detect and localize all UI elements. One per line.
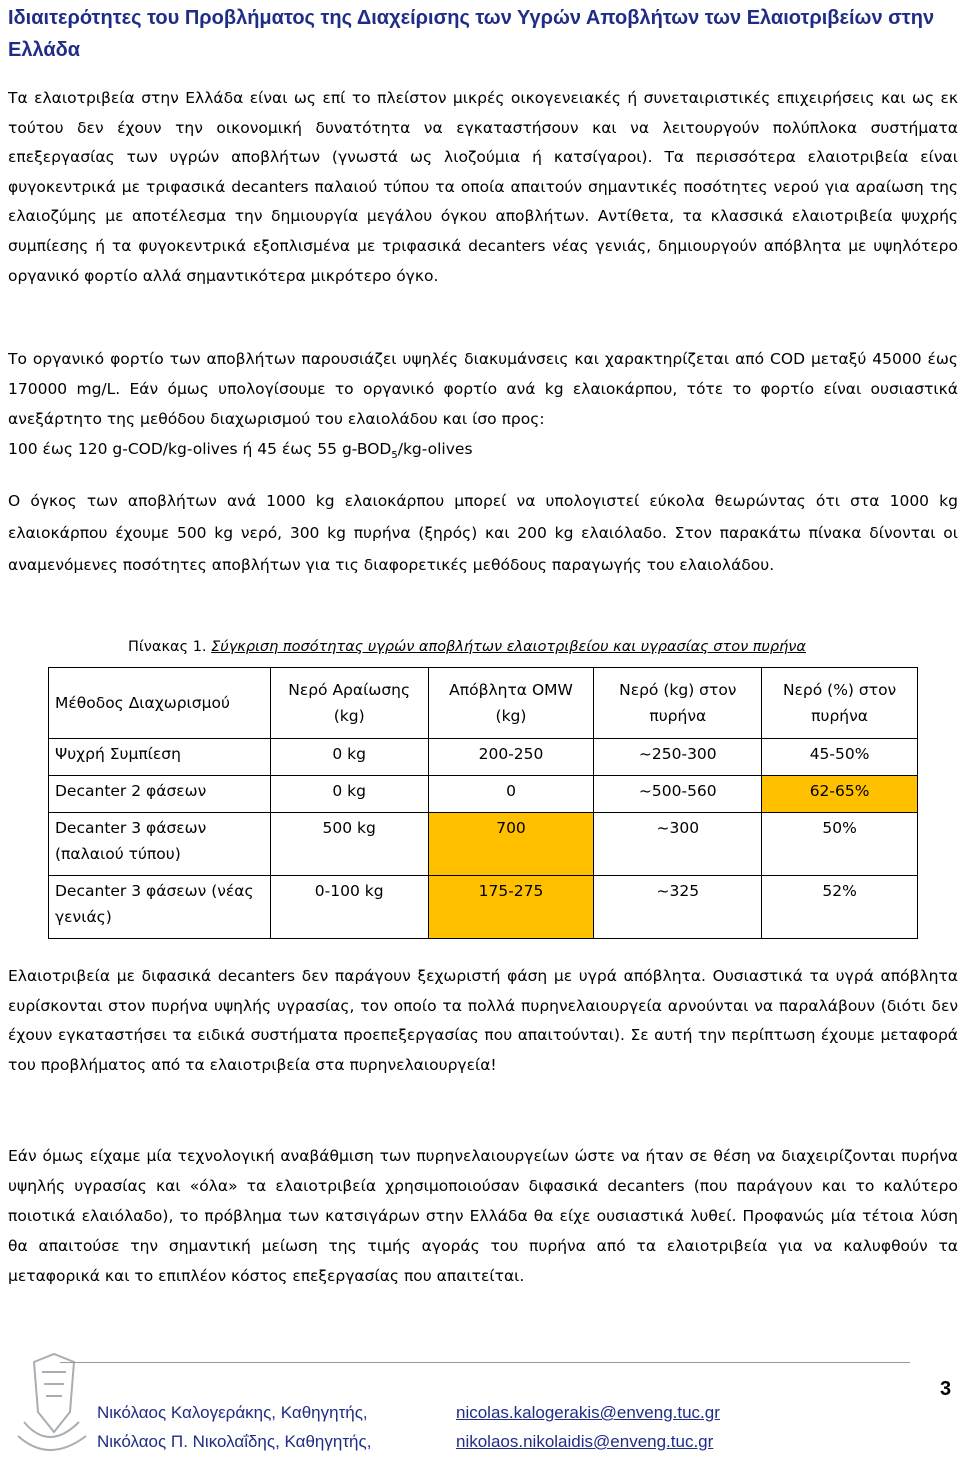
table-cell: 0 kg — [270, 776, 428, 813]
table-row — [49, 776, 918, 813]
table-row — [49, 813, 918, 876]
footer-author-1: Νικόλαος Καλογεράκης, Καθηγητής, — [97, 1403, 368, 1422]
table-row — [49, 876, 918, 939]
footer-authors — [97, 1398, 371, 1456]
table-header-cell: Μέθοδος Διαχωρισμού — [49, 668, 271, 739]
paragraph-two-phase: Ελαιοτριβεία με διφασικά decanters δεν παράγουν ξεχωριστή φάση με υγρά απόβλητα. Ουσιαστικά τα υγρά απόβλητα ευρίσκονται στον πυρήνα υψηλής υγρασίας, τον οποίο τα πολλά πυρηνελαιουργεία αρνούνται να παραλάβουν (διότι δεν έχουν εγκαταστήσει τα ειδικά συστήματα προεπεξεργασίας που απαιτούνται). Σε αυτή την περίπτωση έχουμε μεταφορά του προβλήματος από τα ελαιοτριβεία στα πυρηνελαιουργεία! — [8, 967, 958, 1074]
table-cell: 45-50% — [762, 739, 918, 776]
table-header-cell: Νερό (kg) στον πυρήνα — [594, 668, 762, 739]
table-cell-highlighted: 700 — [428, 813, 594, 876]
table-cell: 0 kg — [270, 739, 428, 776]
page-number: 3 — [940, 1378, 952, 1400]
table-cell: Decanter 3 φάσεων (παλαιού τύπου) — [49, 813, 271, 876]
table-cell: ~325 — [594, 876, 762, 939]
table-cell: 52% — [762, 876, 918, 939]
table-cell: 500 kg — [270, 813, 428, 876]
table-cell: ~250-300 — [594, 739, 762, 776]
paragraph-organic-load — [8, 344, 958, 471]
table-cell: Ψυχρή Συμπίεση — [49, 739, 271, 776]
table-cell: 0-100 kg — [270, 876, 428, 939]
university-logo-icon — [4, 1352, 94, 1460]
email-link-2[interactable]: nikolaos.nikolaidis@enveng.tuc.gr — [456, 1432, 714, 1451]
table-cell: ~300 — [594, 813, 762, 876]
table-cell: 200-250 — [428, 739, 594, 776]
paragraph-solution: Εάν όμως είχαμε μία τεχνολογική αναβάθμιση των πυρηνελαιουργείων ώστε να ήταν σε θέση να διαχειρίζονται πυρήνα υψηλής υγρασίας και «όλα» τα ελαιοτριβεία χρησιμοποιούσαν διφασικά decanters (που παράγουν και το καλύτερο ποιοτικά ελαιόλαδο), το πρόβλημα των κατσιγάρων στην Ελλάδα θα είχε ουσιαστικά λυθεί. Προφανώς μία τέτοια λύση θα απαιτούσε την σημαντική μείωση της τιμής αγοράς του πυρήνα από τα ελαιοτριβεία για να καλυφθούν τα μεταφορικά και το επιπλέον κόστος επεξεργασίας που απαιτείται. — [8, 1147, 958, 1285]
table-cell: ~500-560 — [594, 776, 762, 813]
footer-author-2: Νικόλαος Π. Νικολαΐδης, Καθηγητής, — [97, 1432, 372, 1451]
table-cell-highlighted: 62-65% — [762, 776, 918, 813]
table-header-cell: Νερό Αραίωσης (kg) — [270, 668, 428, 739]
organic-load-text: Το οργανικό φορτίο των αποβλήτων παρουσιάζει υψηλές διακυμάνσεις και χαρακτηρίζεται από COD μεταξύ 45000 έως 170000 mg/L. Εάν όμως υπολογίσουμε το οργανικό φορτίο ανά kg ελαιοκάρπου, τότε το φορτίο είναι ουσιαστικά ανεξάρτητο της μεθόδου διαχωρισμού του ελαιολάδου και ίσο προς: — [8, 350, 958, 428]
paragraph-intro: Τα ελαιοτριβεία στην Ελλάδα είναι ως επί το πλείστον μικρές οικογενειακές ή συνεταιριστικές επιχειρήσεις και ως εκ τούτου δεν έχουν την οικονομική δυνατότητα να εγκαταστήσουν και να λειτουργούν πολύπλοκα συστήματα επεξεργασίας των υγρών αποβλήτων (γνωστά ως λιοζούμια ή κατσίγαροι). Τα περισσότερα ελαιοτριβεία είναι φυγοκεντρικά με τριφασικά decanters παλαιού τύπου τα οποία απαιτούν σημαντικές ποσότητες νερού για αραίωση της ελαιοζύμης με αποτέλεσμα την δημιουργία μεγάλου όγκου αποβλήτων. Αντίθετα, τα κλασσικά ελαιοτριβεία ψυχρής συμπίεσης ή τα φυγοκεντρικά εξοπλισμένα με τριφασικά decanters νέας γενιάς, δημιουργούν απόβλητα με υψηλότερο οργανικό φορτίο αλλά σημαντικότερα μικρότερο όγκο. — [8, 89, 958, 285]
table-header-cell: Απόβλητα OMW (kg) — [428, 668, 594, 739]
table-cell: Decanter 2 φάσεων — [49, 776, 271, 813]
footer-emails — [456, 1398, 720, 1456]
email-link-1[interactable]: nicolas.kalogerakis@enveng.tuc.gr — [456, 1403, 720, 1422]
table-caption — [128, 636, 806, 658]
table-caption-label: Πίνακας 1. — [128, 639, 207, 655]
paragraph-volume: Ο όγκος των αποβλήτων ανά 1000 kg ελαιοκάρπου μπορεί να υπολογιστεί εύκολα θεωρώντας ότι στα 1000 kg ελαιοκάρπου έχουμε 500 kg νερό, 300 kg πυρήνα (ξηρός) και 200 kg ελαιόλαδο. Στον παρακάτω πίνακα δίνονται οι αναμενόμενες ποσότητες αποβλήτων για τις διαφορετικές μεθόδους παραγωγής του ελαιολάδου. — [8, 492, 958, 574]
table-cell: 0 — [428, 776, 594, 813]
table-cell-highlighted: 175-275 — [428, 876, 594, 939]
organic-load-formula: 100 έως 120 g-COD/kg-olives ή 45 έως 55 $g-BOD_5/kg$-olives — [8, 440, 473, 462]
table-cell: 50% — [762, 813, 918, 876]
table-header-cell: Νερό (%) στον πυρήνα — [762, 668, 918, 739]
footer-divider — [60, 1362, 910, 1363]
table-header-row — [49, 668, 918, 739]
table-caption-text: Σύγκριση ποσότητας υγρών αποβλήτων ελαιοτριβείου και υγρασίας στον πυρήνα — [211, 639, 806, 655]
page-title: Ιδιαιτερότητες του Προβλήματος της Διαχείρισης των Υγρών Αποβλήτων των Ελαιοτριβείων στην Ελλάδα — [8, 7, 935, 61]
comparison-table — [48, 667, 918, 939]
table-row — [49, 739, 918, 776]
table-cell: Decanter 3 φάσεων (νέας γενιάς) — [49, 876, 271, 939]
